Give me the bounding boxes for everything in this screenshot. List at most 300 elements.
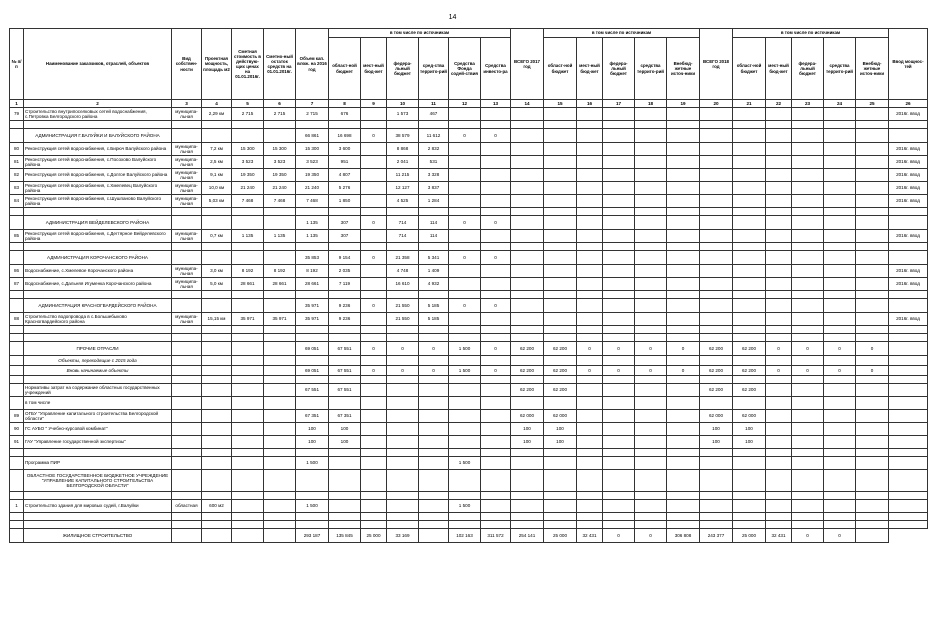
header-total-2018: ВСЕГО 2018 год [700, 29, 733, 100]
empty-cell [544, 376, 577, 384]
value-cell [700, 182, 733, 195]
value-cell [544, 182, 577, 195]
value-cell [577, 313, 603, 326]
empty-cell [577, 449, 603, 457]
empty-cell [481, 449, 511, 457]
empty-cell [361, 492, 387, 500]
empty-cell [24, 513, 172, 521]
empty-cell [329, 326, 361, 334]
empty-cell [544, 513, 577, 521]
empty-cell [792, 334, 824, 342]
empty-cell [481, 334, 511, 342]
value-cell: 38 579 [387, 129, 419, 143]
value-cell: 35 971 [296, 313, 329, 326]
value-cell: 1 135 [296, 216, 329, 230]
value-cell [449, 410, 481, 423]
empty-cell [387, 121, 419, 129]
empty-cell [361, 376, 387, 384]
empty-cell [232, 243, 264, 251]
value-cell [387, 470, 419, 492]
value-cell: 10,0 км [202, 182, 232, 195]
value-cell: 67 551 [329, 366, 361, 376]
value-cell: 21 240 [296, 182, 329, 195]
value-cell [419, 470, 449, 492]
row-number: 86 [10, 265, 24, 278]
value-cell: 1 135 [232, 230, 264, 243]
header-ownership: Вид собствен-ности [172, 29, 202, 100]
object-name: Программа ПИР [24, 457, 172, 470]
value-cell [329, 457, 361, 470]
value-cell [635, 251, 667, 265]
section-title: ОБЛАСТНОЕ ГОСУДАРСТВЕННОЕ БЮДЖЕТНОЕ УЧРЕЖДЕНИЕ "УПРАВЛЕНИЕ КАПИТАЛЬНОГО СТРОИТЕЛЬСТВА БЕЛГОРОДСКОЙ ОБЛАСТИ" [24, 470, 172, 492]
value-cell [700, 457, 733, 470]
empty-cell [856, 326, 889, 334]
header-group-sources-2016: в том числе по источникам [329, 29, 511, 38]
value-cell [511, 195, 544, 208]
value-cell [361, 397, 387, 410]
empty-cell [361, 513, 387, 521]
value-cell [232, 410, 264, 423]
value-cell: 7 119 [329, 278, 361, 291]
value-cell [419, 457, 449, 470]
empty-cell [449, 326, 481, 334]
value-cell: 7 468 [296, 195, 329, 208]
value-cell [824, 384, 856, 397]
value-cell [361, 108, 387, 121]
value-cell [202, 529, 232, 543]
value-cell [603, 156, 635, 169]
value-cell [544, 356, 577, 366]
empty-cell [449, 243, 481, 251]
value-cell [544, 129, 577, 143]
value-cell [264, 129, 296, 143]
value-cell [232, 356, 264, 366]
value-cell [667, 251, 700, 265]
value-cell [544, 457, 577, 470]
value-cell [387, 423, 419, 436]
value-cell [232, 436, 264, 449]
value-cell [232, 470, 264, 492]
value-cell [449, 423, 481, 436]
object-name: в том числе [24, 397, 172, 410]
value-cell [667, 356, 700, 366]
value-cell [544, 470, 577, 492]
empty-cell [635, 449, 667, 457]
empty-cell [481, 291, 511, 299]
value-cell [511, 143, 544, 156]
empty-cell [329, 291, 361, 299]
value-cell: 19 350 [296, 169, 329, 182]
value-cell: 0,7 км [202, 230, 232, 243]
value-cell [511, 169, 544, 182]
value-cell [635, 129, 667, 143]
object-name: Строительство водопровода в с.Большебыково Красногвардейского района [24, 313, 172, 326]
empty-cell [361, 121, 387, 129]
value-cell: 69 051 [296, 366, 329, 376]
value-cell: 7 468 [264, 195, 296, 208]
empty-cell [824, 449, 856, 457]
row-number: 87 [10, 278, 24, 291]
object-name: Реконструкция сетей водоснабжения, с.Хмелевец Валуйского района [24, 182, 172, 195]
section-title: АДМИНИСТРАЦИЯ КРАСНОГВАРДЕЙСКОГО РАЙОНА [24, 299, 172, 313]
value-cell [202, 397, 232, 410]
value-cell: 0 [419, 342, 449, 356]
empty-cell [481, 513, 511, 521]
column-index-cell: 10 [387, 100, 419, 108]
empty-cell [700, 121, 733, 129]
empty-cell [856, 291, 889, 299]
value-cell: 114 [419, 230, 449, 243]
value-cell [889, 342, 928, 356]
object-name: Строительство внутрипоселковых сетей водоснабжения, с.Петровка Белгородского района [24, 108, 172, 121]
value-cell [667, 436, 700, 449]
value-cell [667, 423, 700, 436]
spacer-row [10, 521, 928, 529]
header-estimate: Сметная стоимость в действую-щих ценах на 01.01.2016г. [232, 29, 264, 100]
value-cell: 100 [296, 436, 329, 449]
value-cell: 1 500 [296, 457, 329, 470]
empty-cell [232, 376, 264, 384]
empty-cell [824, 208, 856, 216]
value-cell [700, 195, 733, 208]
header-total-2017: ВСЕГО 2017 год [511, 29, 544, 100]
value-cell: 951 [329, 156, 361, 169]
value-cell: 100 [544, 436, 577, 449]
empty-cell [232, 208, 264, 216]
value-cell: 0 [792, 366, 824, 376]
value-cell: 7,2 км [202, 143, 232, 156]
value-cell: 33 169 [387, 529, 419, 543]
row-number: 80 [10, 143, 24, 156]
empty-cell [889, 243, 928, 251]
commission-cell: 2016г. ввод [889, 143, 928, 156]
empty-cell [667, 449, 700, 457]
value-cell [766, 457, 792, 470]
empty-cell [700, 291, 733, 299]
value-cell: муниципа-льная [172, 108, 202, 121]
value-cell [667, 230, 700, 243]
value-cell [544, 278, 577, 291]
empty-cell [264, 334, 296, 342]
column-index-cell: 8 [329, 100, 361, 108]
empty-cell [733, 243, 766, 251]
value-cell [603, 457, 635, 470]
commission-cell: 2016г. ввод [889, 169, 928, 182]
empty-cell [766, 513, 792, 521]
value-cell: 1 500 [449, 366, 481, 376]
empty-cell [172, 449, 202, 457]
value-cell [449, 143, 481, 156]
value-cell [577, 397, 603, 410]
table-row [10, 182, 928, 195]
empty-cell [856, 243, 889, 251]
empty-cell [635, 521, 667, 529]
value-cell: 15,15 км [202, 313, 232, 326]
empty-cell [387, 291, 419, 299]
object-name: Реконструкция сетей водоснабжения, с.Шушпаново Валуйского района [24, 195, 172, 208]
header-commission: Ввод мощнос-тей [889, 29, 928, 100]
value-cell [824, 182, 856, 195]
empty-cell [387, 521, 419, 529]
value-cell [824, 143, 856, 156]
empty-cell [419, 326, 449, 334]
value-cell [419, 529, 449, 543]
value-cell [856, 143, 889, 156]
value-cell: 2 715 [264, 108, 296, 121]
value-cell [172, 470, 202, 492]
value-cell: 102 163 [449, 529, 481, 543]
table-row [10, 313, 928, 326]
column-index-cell: 18 [635, 100, 667, 108]
empty-cell [172, 121, 202, 129]
value-cell [511, 299, 544, 313]
value-cell [824, 265, 856, 278]
value-cell: 1 500 [296, 500, 329, 513]
empty-cell [733, 449, 766, 457]
empty-cell [635, 376, 667, 384]
value-cell [577, 436, 603, 449]
column-index-cell: 22 [766, 100, 792, 108]
empty-cell [329, 521, 361, 529]
value-cell [603, 108, 635, 121]
object-name: Нормативы затрат на содержание областных государственных учреждений [24, 384, 172, 397]
empty-cell [766, 208, 792, 216]
value-cell: 8 192 [264, 265, 296, 278]
value-cell: 243 377 [700, 529, 733, 543]
value-cell: 0 [824, 529, 856, 543]
value-cell [232, 457, 264, 470]
value-cell: 35 971 [232, 313, 264, 326]
value-cell [856, 265, 889, 278]
value-cell [419, 500, 449, 513]
value-cell: 9,1 км [202, 169, 232, 182]
value-cell [511, 500, 544, 513]
value-cell: 0 [635, 366, 667, 376]
header-group-sources-2018: в том числе по источникам [733, 29, 889, 38]
value-cell: 3 523 [232, 156, 264, 169]
value-cell: 1 500 [449, 457, 481, 470]
empty-cell [361, 208, 387, 216]
value-cell [481, 356, 511, 366]
empty-cell [10, 334, 24, 342]
value-cell: 0 [419, 366, 449, 376]
spacer-row [10, 208, 928, 216]
header-terr-2018: средства террито-рий [824, 38, 856, 100]
value-cell [667, 299, 700, 313]
object-name: Реконструкция сетей водоснабжения, с.Бирюч Валуйского района [24, 143, 172, 156]
value-cell [577, 423, 603, 436]
value-cell [733, 129, 766, 143]
empty-cell [264, 492, 296, 500]
value-cell: 2 715 [296, 108, 329, 121]
empty-cell [419, 121, 449, 129]
empty-cell [202, 243, 232, 251]
empty-cell [577, 291, 603, 299]
empty-cell [296, 521, 329, 529]
value-cell [667, 397, 700, 410]
value-cell: областная [172, 500, 202, 513]
empty-cell [544, 326, 577, 334]
value-cell [733, 108, 766, 121]
value-cell: 19 350 [232, 169, 264, 182]
value-cell [511, 129, 544, 143]
value-cell: 5,03 км [202, 195, 232, 208]
value-cell [361, 313, 387, 326]
empty-cell [387, 376, 419, 384]
value-cell [329, 500, 361, 513]
value-cell [481, 265, 511, 278]
value-cell [387, 397, 419, 410]
value-cell: 0 [792, 529, 824, 543]
value-cell: 531 [419, 156, 449, 169]
value-cell [449, 195, 481, 208]
value-cell [544, 500, 577, 513]
value-cell [202, 342, 232, 356]
empty-cell [635, 291, 667, 299]
column-index-cell: 16 [577, 100, 603, 108]
value-cell [889, 129, 928, 143]
value-cell: 35 971 [264, 313, 296, 326]
value-cell [824, 423, 856, 436]
value-cell [856, 457, 889, 470]
empty-cell [577, 492, 603, 500]
value-cell [361, 436, 387, 449]
empty-cell [856, 449, 889, 457]
empty-cell [667, 513, 700, 521]
commission-cell [889, 384, 928, 397]
value-cell [824, 500, 856, 513]
row-number [10, 397, 24, 410]
value-cell [361, 384, 387, 397]
header-obl: област-ной бюджет [329, 38, 361, 100]
subgroup-row [10, 366, 928, 376]
value-cell [481, 457, 511, 470]
value-cell: 25 000 [361, 529, 387, 543]
empty-cell [419, 513, 449, 521]
object-name: ГАУ "Управление государственной экспертизы" [24, 436, 172, 449]
value-cell [700, 156, 733, 169]
value-cell [733, 195, 766, 208]
empty-cell [577, 326, 603, 334]
value-cell [792, 278, 824, 291]
value-cell [700, 251, 733, 265]
value-cell [172, 216, 202, 230]
value-cell: 5 341 [419, 251, 449, 265]
value-cell [700, 500, 733, 513]
empty-cell [792, 376, 824, 384]
commission-cell [889, 423, 928, 436]
empty-cell [232, 492, 264, 500]
value-cell [635, 278, 667, 291]
value-cell: 0 [387, 342, 419, 356]
object-name: ГС АУБО " Учебно-курсовой комбинат" [24, 423, 172, 436]
value-cell [511, 182, 544, 195]
table-row [10, 423, 928, 436]
value-cell [766, 169, 792, 182]
empty-cell [544, 521, 577, 529]
row-number: 79 [10, 108, 24, 121]
value-cell: 600 м2 [202, 500, 232, 513]
value-cell: муниципа-льная [172, 265, 202, 278]
value-cell [172, 529, 202, 543]
value-cell [603, 143, 635, 156]
empty-cell [824, 513, 856, 521]
empty-cell [172, 243, 202, 251]
value-cell [361, 410, 387, 423]
value-cell: 254 141 [511, 529, 544, 543]
table-row [10, 410, 928, 423]
empty-cell [481, 121, 511, 129]
value-cell [264, 366, 296, 376]
empty-cell [329, 334, 361, 342]
value-cell [264, 251, 296, 265]
empty-cell [387, 334, 419, 342]
value-cell [264, 457, 296, 470]
empty-cell [511, 291, 544, 299]
value-cell: 0 [824, 342, 856, 356]
value-cell: 3 523 [264, 156, 296, 169]
empty-cell [766, 449, 792, 457]
value-cell [792, 169, 824, 182]
header-mest: мест-ный бюд-жет [361, 38, 387, 100]
value-cell: 0 [792, 342, 824, 356]
value-cell [766, 129, 792, 143]
value-cell: 2,5 км [202, 156, 232, 169]
value-cell: муниципа-льная [172, 230, 202, 243]
empty-cell [667, 376, 700, 384]
value-cell [361, 156, 387, 169]
value-cell: 100 [329, 423, 361, 436]
empty-cell [202, 334, 232, 342]
value-cell [766, 108, 792, 121]
value-cell: 62 200 [733, 366, 766, 376]
value-cell [700, 143, 733, 156]
value-cell [577, 500, 603, 513]
empty-cell [172, 376, 202, 384]
value-cell: 714 [387, 216, 419, 230]
value-cell [481, 169, 511, 182]
empty-cell [449, 334, 481, 342]
value-cell [361, 230, 387, 243]
empty-cell [511, 334, 544, 342]
spacer-row [10, 243, 928, 251]
value-cell: 62 200 [733, 384, 766, 397]
value-cell: 2 041 [387, 156, 419, 169]
value-cell [766, 156, 792, 169]
section-row [10, 216, 928, 230]
column-index-cell: 19 [667, 100, 700, 108]
value-cell: 67 551 [296, 384, 329, 397]
column-index-cell: 25 [856, 100, 889, 108]
value-cell [766, 410, 792, 423]
value-cell [232, 500, 264, 513]
value-cell [856, 384, 889, 397]
value-cell [264, 529, 296, 543]
value-cell: муниципа-льная [172, 195, 202, 208]
empty-cell [232, 326, 264, 334]
empty-cell [766, 326, 792, 334]
value-cell: 25 000 [544, 529, 577, 543]
header-mest-2017: мест-ный бюд-жет [577, 38, 603, 100]
value-cell [603, 470, 635, 492]
value-cell: 21 240 [264, 182, 296, 195]
value-cell [544, 195, 577, 208]
value-cell [766, 265, 792, 278]
object-name: ОГБУ "Управление капитального строительства Белгородской области" [24, 410, 172, 423]
value-cell [296, 356, 329, 366]
value-cell [449, 470, 481, 492]
value-cell [172, 423, 202, 436]
